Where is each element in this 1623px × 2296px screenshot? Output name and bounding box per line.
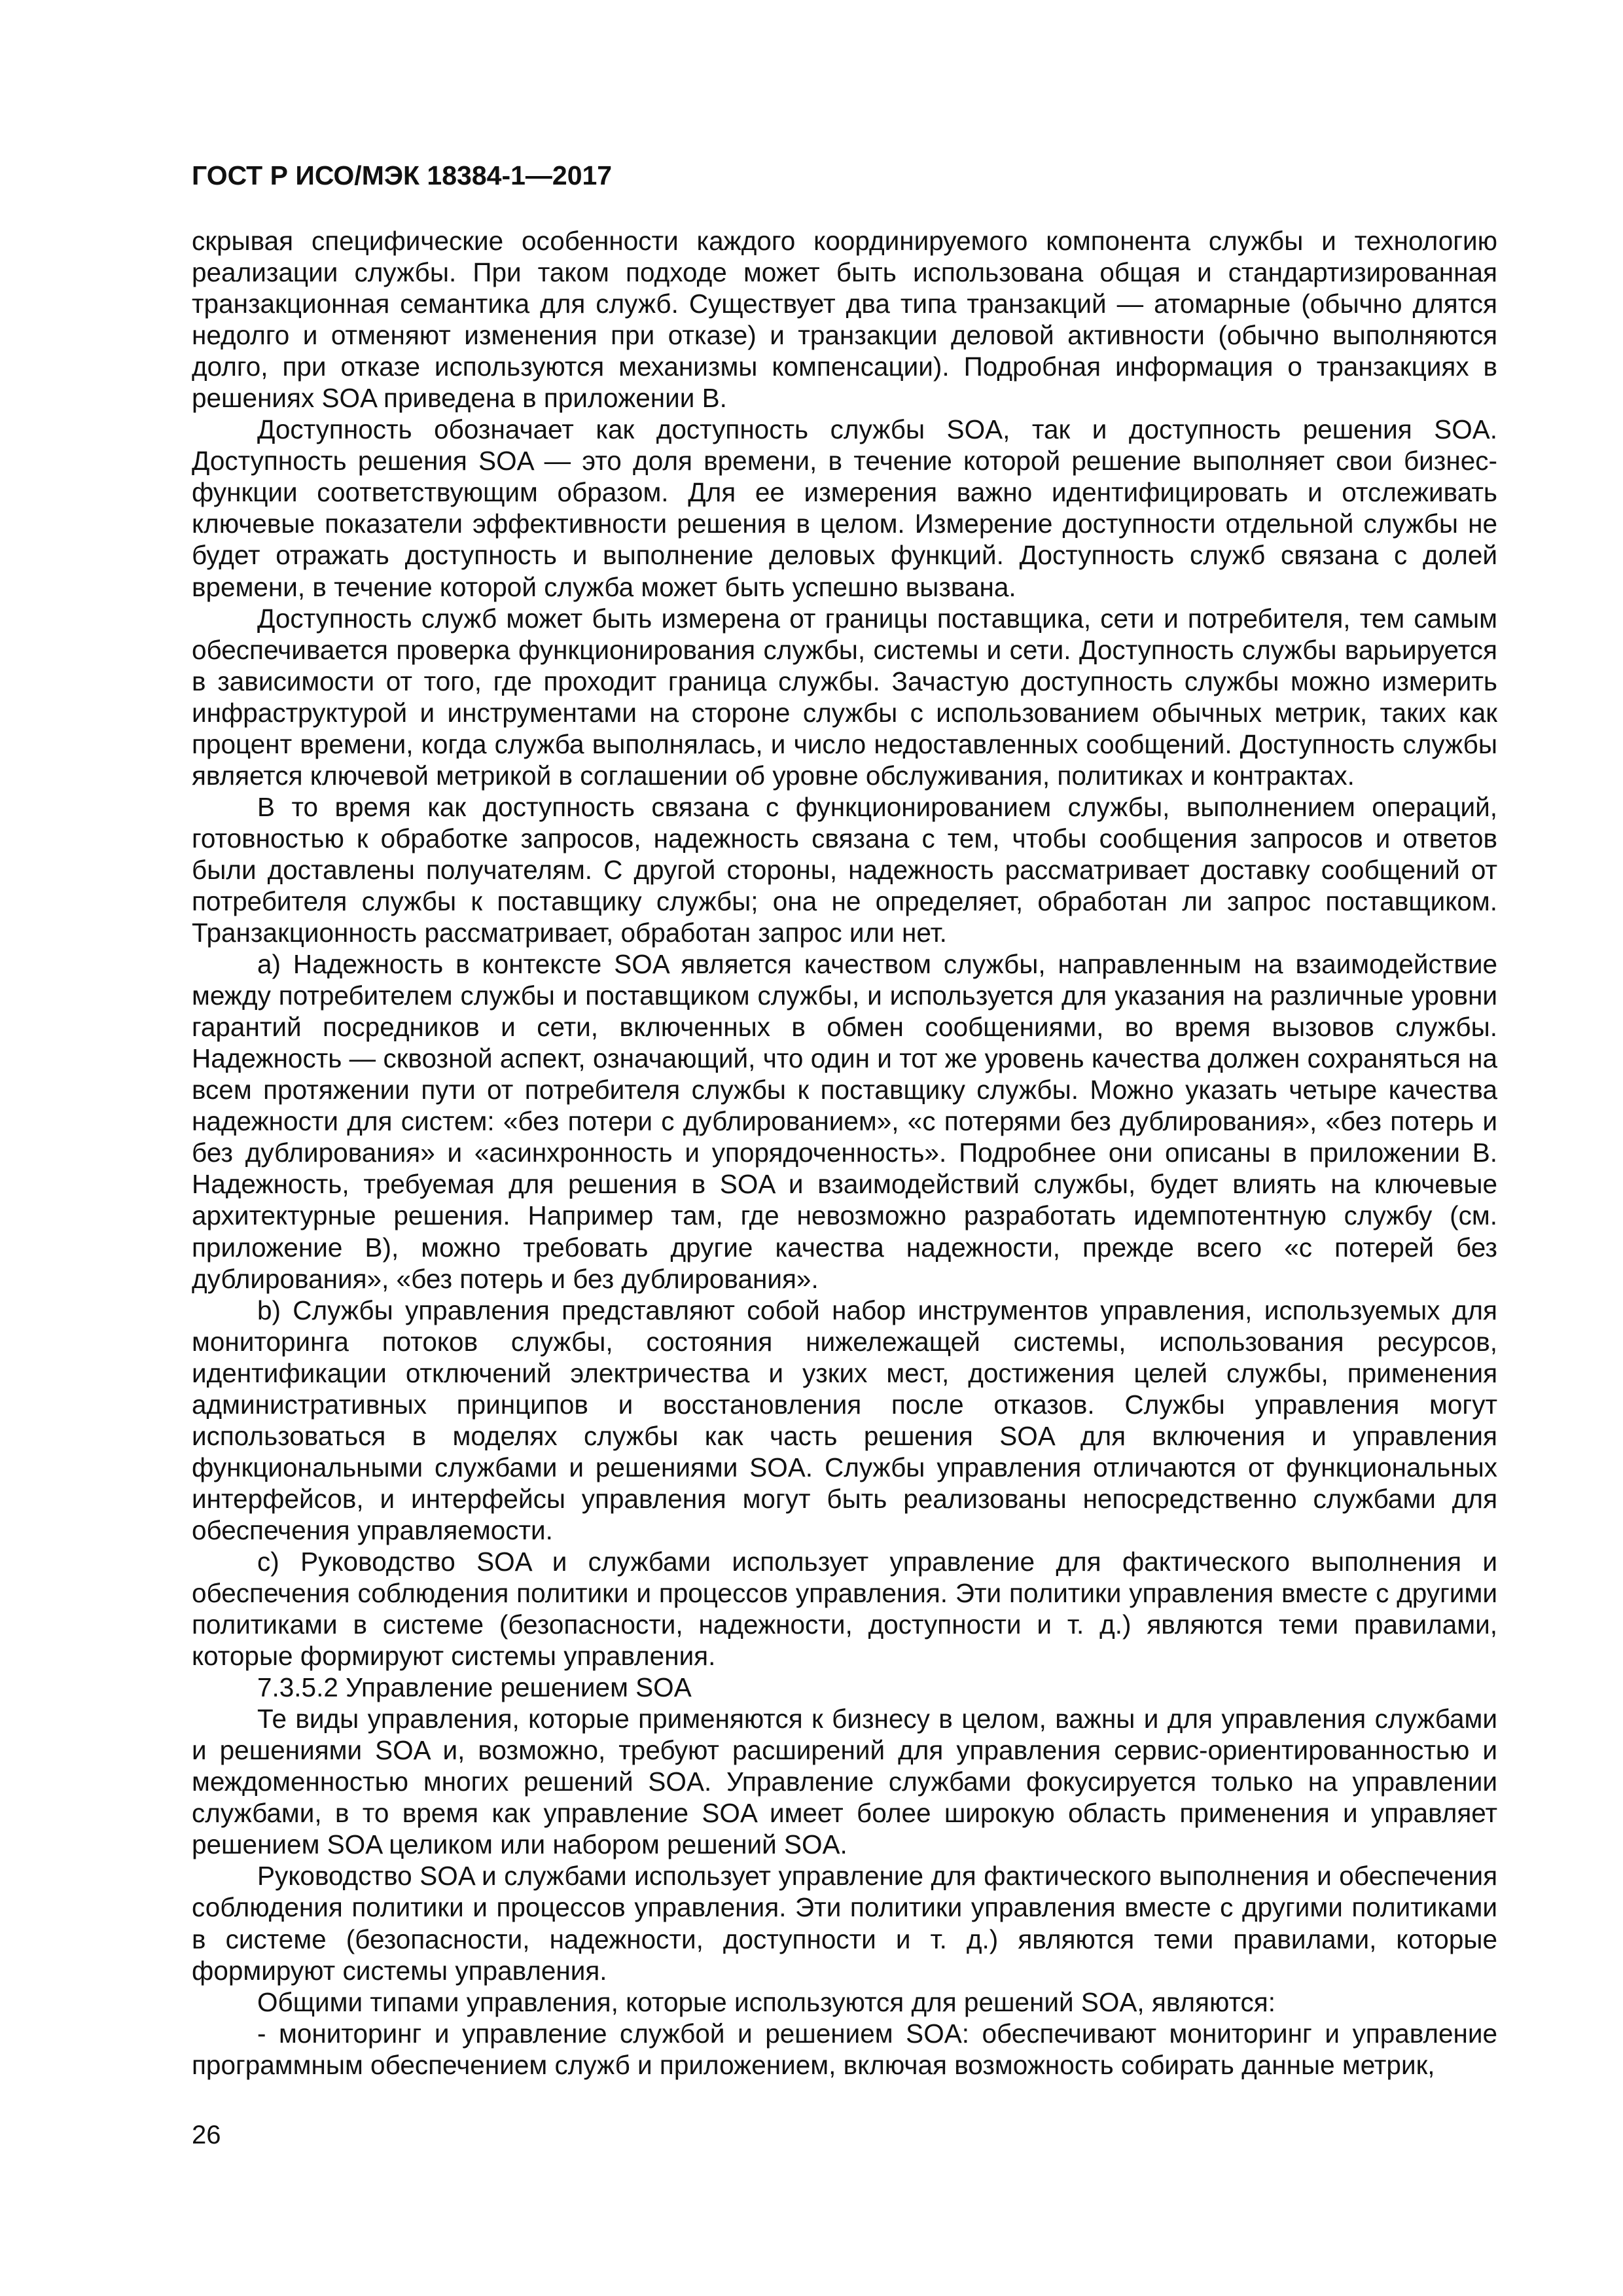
paragraph: Общими типами управления, которые используются для решений SOA, являются: [257,1986,1275,2017]
paragraph: Руководство SOA и службами использует управление для фактического выполнения и обеспечения соблюдения политики и процессов управления. Эти политики управления вместе с другими политиками в системе (безопасности, надежности, доступности и т. д.) являются теми правилами, которые формируют системы управления. [192,1861,1497,1986]
page-number: 26 [192,2121,221,2149]
list-item-a: a) Надежность в контексте SOA является качеством службы, направленным на взаимодействие между потребителем службы и поставщиком службы, и используется для указания на различные уровни гарантий посредников и сети, включенных в обмен сообщениями, во время вызовов службы. Надежность — сквозной аспект, означающий, что один и тот же уровень качества должен сохраняться на всем протяжении пути от потребителя службы к поставщику службы. Можно указать четыре качества надежности для систем: «без потери с дублированием», «с потерями без дублирования», «без потерь и без дублирования» и «асинхронность и упорядоченность». Подробнее они описаны в приложении В. Надежность, требуемая для решения в SOA и взаимодействий службы, будет влиять на ключевые архитектурные решения. Например там, где невозможно разработать идемпотентную службу (см. приложение В), можно требовать другие качества надежности, прежде всего «с потерей без дублирования», «без потерь и без дублирования». [192,949,1497,1294]
paragraph: В то время как доступность связана с функционированием службы, выполнением операций, готовностью к обработке запросов, надежность связана с тем, чтобы сообщения запросов и ответов были доставлены получателям. С другой стороны, надежность рассматривает доставку сообщений от потребителя службы к поставщику службы; она не определяет, обработан ли запрос поставщиком. Транзакционность рассматривает, обработан запрос или нет. [192,791,1497,948]
section-heading: 7.3.5.2 Управление решением SOA [257,1672,692,1703]
list-item-dash: - мониторинг и управление службой и решением SOA: обеспечивают мониторинг и управление программным обеспечением служб и приложением, включая возможность собирать данные метрик, [192,2018,1497,2080]
document-header: ГОСТ Р ИСО/МЭК 18384-1—2017 [192,160,613,190]
list-item-b: b) Службы управления представляют собой набор инструментов управления, используемых для мониторинга потоков службы, состояния нижележащей системы, использования ресурсов, идентификации отключений электричества и узких мест, достижения целей службы, применения административных принципов и восстановления после отказов. Службы управления могут использоваться в моделях службы как часть решения SOA для включения и управления функциональными службами и решениями SOA. Службы управления отличаются от функциональных интерфейсов, и интерфейсы управления могут быть реализованы непосредственно службами для обеспечения управляемости. [192,1295,1497,1545]
list-item-c: c) Руководство SOA и службами использует управление для фактического выполнения и обеспечения соблюдения политики и процессов управления. Эти политики управления вместе с другими политиками в системе (безопасности, надежности, доступности и т. д.) являются теми правилами, которые формируют системы управления. [192,1546,1497,1672]
paragraph: скрывая специфические особенности каждого координируемого компонента службы и технологию реализации службы. При таком подходе может быть использована общая и стандартизированная транзакционная семантика для служб. Существует два типа транзакций — атомарные (обычно длятся недолго и отменяют изменения при отказе) и транзакции деловой активности (обычно выполняются долго, при отказе используются механизмы компенсации). Подробная информация о транзакциях в решениях SOA приведена в приложении В. [192,226,1497,414]
body-text [192,225,1497,2081]
paragraph: Те виды управления, которые применяются к бизнесу в целом, важны и для управления службами и решениями SOA и, возможно, требуют расширений для управления сервис-ориентированностью и междоменностью многих решений SOA. Управление службами фокусируется только на управлении службами, в то время как управление SOA имеет более широкую область применения и управляет решением SOA целиком или набором решений SOA. [192,1704,1497,1860]
paragraph: Доступность служб может быть измерена от границы поставщика, сети и потребителя, тем самым обеспечивается проверка функционирования службы, системы и сети. Доступность службы варьируется в зависимости от того, где проходит граница службы. Зачастую доступность службы можно измерить инфраструктурой и инструментами на стороне службы с использованием обычных метрик, таких как процент времени, когда служба выполнялась, и число недоставленных сообщений. Доступность службы является ключевой метрикой в соглашении об уровне обслуживания, политиках и контрактах. [192,603,1497,791]
paragraph: Доступность обозначает как доступность службы SOA, так и доступность решения SOA. Доступность решения SOA — это доля времени, в течение которой решение выполняет свои бизнес-функции соответствующим образом. Для ее измерения важно идентифицировать и отслеживать ключевые показатели эффективности решения в целом. Измерение доступности отдельной службы не будет отражать доступность и выполнение деловых функций. Доступность служб связана с долей времени, в течение которой служба может быть успешно вызвана. [192,414,1497,602]
